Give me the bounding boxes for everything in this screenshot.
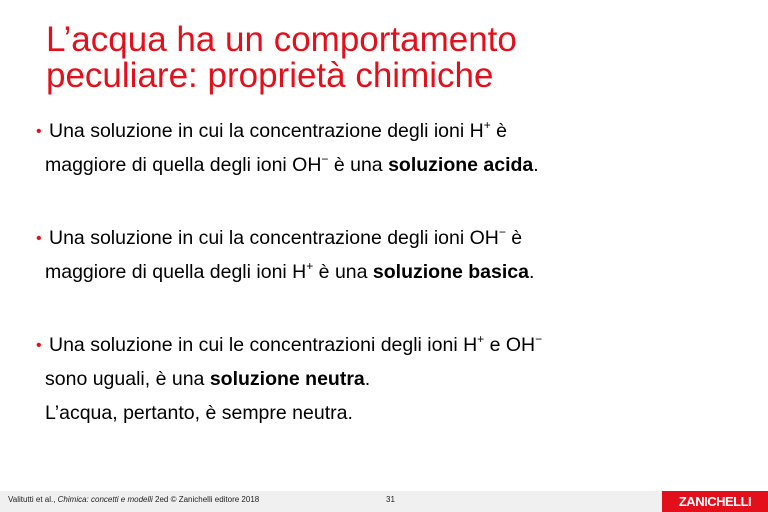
publisher-logo: ZANICHELLI <box>662 491 768 512</box>
bullet-basic <box>36 221 534 289</box>
bullet-dot: • <box>36 337 42 354</box>
bullet-line: • Una soluzione in cui la concentrazione degli ioni H+ è <box>36 114 539 148</box>
bullet-line: maggiore di quella degli ioni H+ è una soluzione basica. <box>45 259 535 283</box>
term-neutral: soluzione neutra <box>209 368 365 390</box>
bullet-dot: • <box>36 123 42 140</box>
bullet-neutral <box>36 328 542 430</box>
bullet-line: • Una soluzione in cui le concentrazioni degli ioni H+ e OH− <box>36 328 542 362</box>
footer-citation: Valitutti et al., Chimica: concetti e modelli 2ed © Zanichelli editore 2018 <box>8 495 260 504</box>
footer-bar <box>0 491 768 512</box>
bullet-line: maggiore di quella degli ioni OH− è una soluzione acida. <box>45 152 539 176</box>
title-line-1: L’acqua ha un comportamento <box>46 20 517 59</box>
bullet-acid <box>36 114 539 182</box>
bullet-dot: • <box>36 230 42 247</box>
term-acid: soluzione acida <box>388 154 534 176</box>
bullet-line: • Una soluzione in cui la concentrazione degli ioni OH− è <box>36 221 534 255</box>
bullet-line: L’acqua, pertanto, è sempre neutra. <box>45 402 353 424</box>
title-line-2: peculiare: proprietà chimiche <box>46 56 494 95</box>
slide-title <box>46 22 746 94</box>
page-number: 31 <box>386 495 395 504</box>
bullet-line: sono uguali, è una soluzione neutra. <box>45 368 371 390</box>
term-basic: soluzione basica <box>372 261 529 283</box>
book-title: Chimica: concetti e modelli <box>57 495 153 504</box>
